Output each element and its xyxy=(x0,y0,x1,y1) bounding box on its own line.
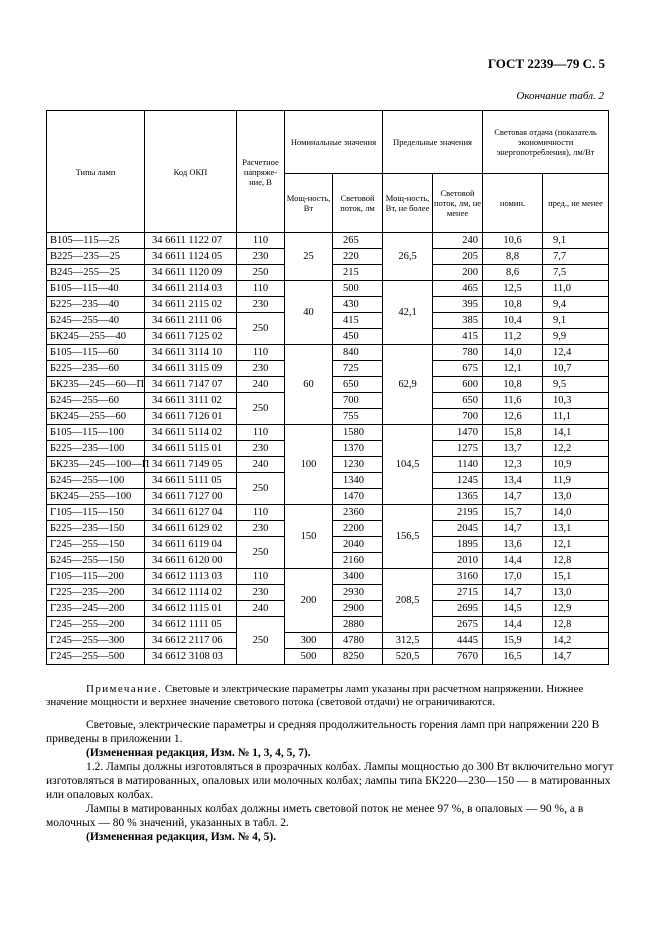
cell-limit-flux: 3160 xyxy=(433,569,483,585)
cell-code: 34 6612 1114 02 xyxy=(145,585,237,601)
cell-code: 34 6612 1113 03 xyxy=(145,569,237,585)
cell-efficacy-min: 12,8 xyxy=(543,617,609,633)
cell-limit-flux: 1895 xyxy=(433,537,483,553)
cell-efficacy-min: 13,0 xyxy=(543,489,609,505)
cell-voltage: 250 xyxy=(237,393,285,425)
cell-efficacy-min: 11,1 xyxy=(543,409,609,425)
cell-code: 34 6611 3114 10 xyxy=(145,345,237,361)
cell-code: 34 6611 2115 02 xyxy=(145,297,237,313)
cell-flux: 1370 xyxy=(333,441,383,457)
cell-efficacy-min: 12,8 xyxy=(543,553,609,569)
cell-voltage: 230 xyxy=(237,361,285,377)
cell-efficacy-nominal: 15,7 xyxy=(483,505,543,521)
cell-voltage: 230 xyxy=(237,521,285,537)
page-header: ГОСТ 2239—79 С. 5 xyxy=(487,56,605,71)
cell-type: Г105—115—200 xyxy=(47,569,145,585)
cell-code: 34 6611 1120 09 xyxy=(145,265,237,281)
cell-voltage: 250 xyxy=(237,537,285,569)
cell-type: Г245—255—300 xyxy=(47,633,145,649)
cell-code: 34 6612 1115 01 xyxy=(145,601,237,617)
cell-code: 34 6611 7127 00 xyxy=(145,489,237,505)
cell-efficacy-nominal: 14,4 xyxy=(483,553,543,569)
cell-efficacy-nominal: 13,4 xyxy=(483,473,543,489)
cell-type: Г225—235—200 xyxy=(47,585,145,601)
cell-efficacy-min: 9,5 xyxy=(543,377,609,393)
cell-efficacy-nominal: 14,7 xyxy=(483,521,543,537)
cell-type: Б105—115—40 xyxy=(47,281,145,297)
cell-code: 34 6611 3111 02 xyxy=(145,393,237,409)
cell-voltage: 240 xyxy=(237,457,285,473)
cell-limit-flux: 1470 xyxy=(433,425,483,441)
amendment-note-1: (Измененная редакция, Изм. № 1, 3, 4, 5, 7). xyxy=(86,747,311,759)
cell-limit-flux: 415 xyxy=(433,329,483,345)
cell-code: 34 6611 5115 01 xyxy=(145,441,237,457)
cell-limit-flux: 1275 xyxy=(433,441,483,457)
cell-limit-power: 208,5 xyxy=(383,569,433,633)
cell-voltage: 110 xyxy=(237,345,285,361)
cell-voltage: 250 xyxy=(237,473,285,505)
cell-efficacy-min: 9,1 xyxy=(543,233,609,249)
cell-flux: 430 xyxy=(333,297,383,313)
cell-code: 34 6611 6119 04 xyxy=(145,537,237,553)
cell-efficacy-nominal: 10,4 xyxy=(483,313,543,329)
cell-limit-flux: 2010 xyxy=(433,553,483,569)
cell-type: БК245—255—100 xyxy=(47,489,145,505)
cell-efficacy-nominal: 15,9 xyxy=(483,633,543,649)
cell-flux: 2040 xyxy=(333,537,383,553)
cell-code: 34 6611 6127 04 xyxy=(145,505,237,521)
cell-limit-flux: 1365 xyxy=(433,489,483,505)
cell-limit-power: 42,1 xyxy=(383,281,433,345)
table-row xyxy=(47,425,609,441)
cell-flux: 2360 xyxy=(333,505,383,521)
cell-efficacy-min: 14,0 xyxy=(543,505,609,521)
cell-type: В225—235—25 xyxy=(47,249,145,265)
cell-nominal-power: 60 xyxy=(285,345,333,425)
cell-flux: 4780 xyxy=(333,633,383,649)
cell-limit-power: 312,5 xyxy=(383,633,433,649)
cell-type: БК245—255—60 xyxy=(47,409,145,425)
cell-efficacy-nominal: 12,6 xyxy=(483,409,543,425)
note-label: Примечание. xyxy=(86,683,163,695)
cell-voltage: 250 xyxy=(237,265,285,281)
cell-limit-flux: 700 xyxy=(433,409,483,425)
cell-efficacy-nominal: 15,8 xyxy=(483,425,543,441)
lamp-parameters-table xyxy=(46,110,609,665)
cell-efficacy-min: 13,1 xyxy=(543,521,609,537)
cell-efficacy-nominal: 14,7 xyxy=(483,585,543,601)
cell-type: Г245—255—500 xyxy=(47,649,145,665)
header-rated-voltage: Расчетное напряже-ние, В xyxy=(237,111,285,233)
cell-limit-flux: 7670 xyxy=(433,649,483,665)
cell-flux: 755 xyxy=(333,409,383,425)
cell-efficacy-min: 13,0 xyxy=(543,585,609,601)
cell-limit-power: 26,5 xyxy=(383,233,433,281)
cell-voltage: 250 xyxy=(237,617,285,665)
cell-efficacy-min: 9,1 xyxy=(543,313,609,329)
cell-efficacy-nominal: 10,8 xyxy=(483,377,543,393)
cell-efficacy-min: 10,9 xyxy=(543,457,609,473)
cell-limit-flux: 2045 xyxy=(433,521,483,537)
header-okp-code: Код ОКП xyxy=(145,111,237,233)
cell-flux: 2200 xyxy=(333,521,383,537)
cell-nominal-power: 200 xyxy=(285,569,333,633)
cell-nominal-power: 100 xyxy=(285,425,333,505)
table-row xyxy=(47,345,609,361)
cell-type: Б245—255—60 xyxy=(47,393,145,409)
cell-efficacy-nominal: 17,0 xyxy=(483,569,543,585)
cell-limit-flux: 200 xyxy=(433,265,483,281)
note-text: Световые и электрические параметры ламп указаны при расчетном напряжении. Нижнее значение мощности и верхнее значение светового потока (световой отдачи) не ограничиваются. xyxy=(46,683,584,708)
cell-type: БК235—245—60—П xyxy=(47,377,145,393)
cell-code: 34 6612 1111 05 xyxy=(145,617,237,633)
cell-efficacy-nominal: 12,1 xyxy=(483,361,543,377)
cell-type: БК235—245—100—П xyxy=(47,457,145,473)
cell-efficacy-min: 12,2 xyxy=(543,441,609,457)
paragraph-1-2-bulbs: 1.2. Лампы должны изготовляться в прозрачных колбах. Лампы мощностью до 300 Вт включительно могут изготовляться в матированных, опаловых или молочных колбах; лампы типа БК220—230—150 — в матированных или опаловых колбах. xyxy=(46,761,614,801)
cell-type: Б225—235—100 xyxy=(47,441,145,457)
cell-voltage: 230 xyxy=(237,441,285,457)
cell-voltage: 110 xyxy=(237,505,285,521)
cell-nominal-power: 300 xyxy=(285,633,333,649)
cell-flux: 2900 xyxy=(333,601,383,617)
cell-voltage: 110 xyxy=(237,569,285,585)
cell-type: Г245—255—200 xyxy=(47,617,145,633)
cell-efficacy-min: 10,3 xyxy=(543,393,609,409)
cell-efficacy-nominal: 8,8 xyxy=(483,249,543,265)
cell-flux: 450 xyxy=(333,329,383,345)
cell-efficacy-min: 9,9 xyxy=(543,329,609,345)
cell-limit-flux: 465 xyxy=(433,281,483,297)
header-nominal-values: Номинальные значения xyxy=(285,111,383,174)
cell-limit-flux: 205 xyxy=(433,249,483,265)
cell-efficacy-nominal: 14,7 xyxy=(483,489,543,505)
header-efficacy-min: пред., не менее xyxy=(543,174,609,233)
table-row xyxy=(47,505,609,521)
cell-code: 34 6611 7147 07 xyxy=(145,377,237,393)
cell-voltage: 240 xyxy=(237,377,285,393)
cell-nominal-power: 150 xyxy=(285,505,333,569)
cell-efficacy-min: 11,9 xyxy=(543,473,609,489)
cell-type: Б225—235—60 xyxy=(47,361,145,377)
cell-voltage: 230 xyxy=(237,297,285,313)
cell-limit-flux: 2195 xyxy=(433,505,483,521)
cell-code: 34 6611 3115 09 xyxy=(145,361,237,377)
cell-type: Г105—115—150 xyxy=(47,505,145,521)
cell-efficacy-min: 11,0 xyxy=(543,281,609,297)
cell-efficacy-nominal: 11,6 xyxy=(483,393,543,409)
cell-code: 34 6611 2114 03 xyxy=(145,281,237,297)
cell-limit-flux: 395 xyxy=(433,297,483,313)
cell-type: Б245—255—100 xyxy=(47,473,145,489)
cell-type: Б105—115—60 xyxy=(47,345,145,361)
paragraph-flux-requirements: Лампы в матированных колбах должны иметь световой поток не менее 97 %, в опаловых — 90 %, а в молочных — 80 % значений, указанных в табл. 2. xyxy=(46,803,584,829)
cell-voltage: 230 xyxy=(237,585,285,601)
cell-efficacy-nominal: 13,7 xyxy=(483,441,543,457)
cell-efficacy-min: 15,1 xyxy=(543,569,609,585)
cell-code: 34 6612 3108 03 xyxy=(145,649,237,665)
cell-limit-power: 156,5 xyxy=(383,505,433,569)
cell-flux: 700 xyxy=(333,393,383,409)
cell-code: 34 6611 1124 05 xyxy=(145,249,237,265)
cell-efficacy-nominal: 8,6 xyxy=(483,265,543,281)
cell-flux: 840 xyxy=(333,345,383,361)
cell-limit-flux: 2715 xyxy=(433,585,483,601)
header-luminous-efficacy: Световая отдача (показатель экономичности энергопотребления), лм/Вт xyxy=(483,111,609,174)
cell-efficacy-nominal: 11,2 xyxy=(483,329,543,345)
header-limit-power: Мощ-ность, Вт, не более xyxy=(383,174,433,233)
cell-efficacy-nominal: 10,8 xyxy=(483,297,543,313)
cell-code: 34 6611 5114 02 xyxy=(145,425,237,441)
cell-code: 34 6611 7149 05 xyxy=(145,457,237,473)
cell-flux: 220 xyxy=(333,249,383,265)
cell-efficacy-min: 12,1 xyxy=(543,537,609,553)
cell-type: Б225—235—40 xyxy=(47,297,145,313)
table-row xyxy=(47,569,609,585)
table-caption: Окончание табл. 2 xyxy=(516,90,604,102)
cell-type: Б245—255—150 xyxy=(47,553,145,569)
cell-voltage: 250 xyxy=(237,313,285,345)
cell-type: В105—115—25 xyxy=(47,233,145,249)
cell-efficacy-min: 14,2 xyxy=(543,633,609,649)
cell-efficacy-nominal: 16,5 xyxy=(483,649,543,665)
cell-flux: 500 xyxy=(333,281,383,297)
header-nominal-power: Мощ-ность, Вт xyxy=(285,174,333,233)
cell-voltage: 230 xyxy=(237,249,285,265)
cell-nominal-power: 40 xyxy=(285,281,333,345)
header-lamp-type: Типы ламп xyxy=(47,111,145,233)
cell-flux: 1470 xyxy=(333,489,383,505)
cell-type: Б225—235—150 xyxy=(47,521,145,537)
cell-code: 34 6611 7125 02 xyxy=(145,329,237,345)
cell-type: Г235—245—200 xyxy=(47,601,145,617)
cell-efficacy-nominal: 10,6 xyxy=(483,233,543,249)
cell-flux: 725 xyxy=(333,361,383,377)
header-limit-values: Предельные значения xyxy=(383,111,483,174)
cell-limit-flux: 650 xyxy=(433,393,483,409)
cell-limit-power: 104,5 xyxy=(383,425,433,505)
cell-flux: 650 xyxy=(333,377,383,393)
cell-code: 34 6611 6120 00 xyxy=(145,553,237,569)
cell-efficacy-min: 14,1 xyxy=(543,425,609,441)
cell-limit-flux: 240 xyxy=(433,233,483,249)
cell-limit-power: 520,5 xyxy=(383,649,433,665)
cell-nominal-power: 500 xyxy=(285,649,333,665)
cell-efficacy-nominal: 12,5 xyxy=(483,281,543,297)
cell-flux: 2880 xyxy=(333,617,383,633)
cell-code: 34 6611 1122 07 xyxy=(145,233,237,249)
cell-limit-power: 62,9 xyxy=(383,345,433,425)
cell-efficacy-min: 10,7 xyxy=(543,361,609,377)
table-row xyxy=(47,233,609,249)
cell-efficacy-nominal: 13,6 xyxy=(483,537,543,553)
cell-code: 34 6611 6129 02 xyxy=(145,521,237,537)
table-row xyxy=(47,633,609,649)
paragraph-appendix-reference: Световые, электрические параметры и средняя продолжительность горения ламп при напряжении 220 В приведены в приложении 1. xyxy=(46,719,600,745)
cell-flux: 265 xyxy=(333,233,383,249)
cell-limit-flux: 2675 xyxy=(433,617,483,633)
cell-efficacy-min: 12,9 xyxy=(543,601,609,617)
table-note xyxy=(46,683,614,709)
cell-code: 34 6612 2117 06 xyxy=(145,633,237,649)
cell-limit-flux: 1140 xyxy=(433,457,483,473)
cell-nominal-power: 25 xyxy=(285,233,333,281)
cell-efficacy-min: 14,7 xyxy=(543,649,609,665)
cell-flux: 8250 xyxy=(333,649,383,665)
cell-code: 34 6611 2111 06 xyxy=(145,313,237,329)
cell-flux: 1580 xyxy=(333,425,383,441)
cell-type: Б245—255—40 xyxy=(47,313,145,329)
cell-limit-flux: 2695 xyxy=(433,601,483,617)
header-efficacy-nominal: номин. xyxy=(483,174,543,233)
cell-efficacy-nominal: 12,3 xyxy=(483,457,543,473)
cell-efficacy-min: 9,4 xyxy=(543,297,609,313)
header-limit-flux: Световой поток, лм, не менее xyxy=(433,174,483,233)
amendment-note-2: (Измененная редакция, Изм. № 4, 5). xyxy=(86,831,277,843)
cell-code: 34 6611 7126 01 xyxy=(145,409,237,425)
table-row xyxy=(47,281,609,297)
cell-flux: 415 xyxy=(333,313,383,329)
cell-efficacy-nominal: 14,0 xyxy=(483,345,543,361)
cell-efficacy-min: 7,7 xyxy=(543,249,609,265)
cell-limit-flux: 675 xyxy=(433,361,483,377)
cell-voltage: 110 xyxy=(237,233,285,249)
cell-efficacy-nominal: 14,5 xyxy=(483,601,543,617)
cell-voltage: 110 xyxy=(237,425,285,441)
cell-type: В245—255—25 xyxy=(47,265,145,281)
cell-voltage: 240 xyxy=(237,601,285,617)
cell-voltage: 110 xyxy=(237,281,285,297)
header-nominal-flux: Световой поток, лм xyxy=(333,174,383,233)
cell-flux: 1230 xyxy=(333,457,383,473)
cell-type: Г245—255—150 xyxy=(47,537,145,553)
cell-type: БК245—255—40 xyxy=(47,329,145,345)
cell-efficacy-min: 12,4 xyxy=(543,345,609,361)
cell-limit-flux: 1245 xyxy=(433,473,483,489)
cell-limit-flux: 600 xyxy=(433,377,483,393)
table-row xyxy=(47,649,609,665)
cell-efficacy-min: 7,5 xyxy=(543,265,609,281)
cell-flux: 3400 xyxy=(333,569,383,585)
cell-flux: 1340 xyxy=(333,473,383,489)
cell-flux: 2160 xyxy=(333,553,383,569)
cell-flux: 2930 xyxy=(333,585,383,601)
cell-flux: 215 xyxy=(333,265,383,281)
cell-limit-flux: 385 xyxy=(433,313,483,329)
cell-limit-flux: 780 xyxy=(433,345,483,361)
cell-code: 34 6611 5111 05 xyxy=(145,473,237,489)
cell-limit-flux: 4445 xyxy=(433,633,483,649)
cell-efficacy-nominal: 14,4 xyxy=(483,617,543,633)
cell-type: Б105—115—100 xyxy=(47,425,145,441)
